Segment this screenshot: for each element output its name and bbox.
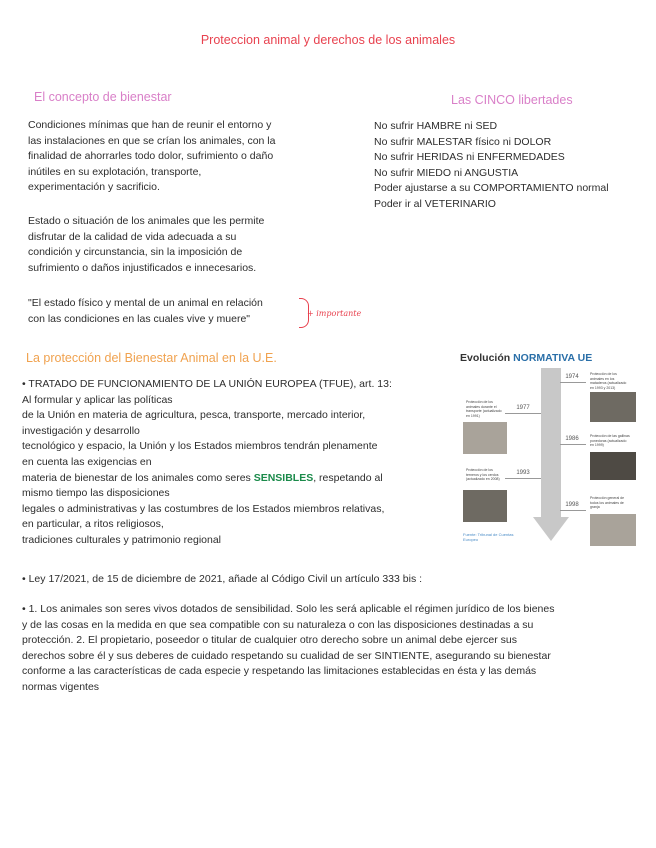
figure-caption: Protección de las gallinas ponedoras (actualizado en 1999) — [590, 434, 630, 447]
bienestar-paragraph-1 — [28, 118, 275, 196]
text-line: normas vigentes — [22, 680, 100, 693]
text-line: sufrimiento o daños injustificados e innecesarios. — [28, 261, 257, 274]
photo-slaughterhouse — [590, 392, 636, 422]
text-line: tradiciones culturales y patrimonio regional — [22, 533, 222, 546]
text-line: • TRATADO DE FUNCIONAMIENTO DE LA UNIÓN EUROPEA (TFUE), art. 13: — [22, 378, 392, 390]
text-line: tecnológico y espacio, la Unión y los Estados miembros tendrán plenamente — [22, 440, 378, 453]
text-line: Estado o situación de los animales que les permite — [28, 215, 265, 227]
figure-source: Fuente: Tribunal de Cuentas Europeo — [463, 532, 514, 542]
page-title: Proteccion animal y derechos de los animales — [200, 33, 456, 47]
photo-transport — [463, 422, 507, 454]
photo-farm-animals — [590, 514, 636, 546]
bienestar-quote — [28, 296, 263, 327]
list-item: Poder ajustarse a su COMPORTAMIENTO normal — [374, 182, 609, 194]
photo-hens — [590, 452, 636, 480]
bienestar-paragraph-2 — [28, 214, 264, 276]
text-line: conforme a las características de cada especie y respetando las limitaciones establecidas en ésta y las demás — [22, 665, 537, 678]
year-connector — [560, 444, 586, 445]
libertades-heading: Las CINCO libertades — [451, 93, 573, 107]
articulo-paragraph — [22, 602, 642, 696]
text-line: y de las cosas en la medida en que sea compatible con su naturaleza o con las disposiciones destinadas a su — [22, 618, 534, 631]
figure-title-a: Evolución — [460, 352, 514, 364]
text-line: protección. 2. El propietario, poseedor o titular de cualquier otro derecho sobre un animal debe ejercer sus — [22, 634, 517, 647]
year-label: 1977 — [516, 405, 530, 411]
list-item: No sufrir MIEDO ni ANGUSTIA — [374, 166, 519, 179]
text-line: derechos sobre él y sus deberes de cuidado respetando su cualidad de ser SINTIENTE, asegurando su bienestar — [22, 649, 551, 662]
text-line: investigación y desarrollo — [22, 424, 140, 437]
text-line: Al formular y aplicar las políticas — [22, 393, 173, 406]
year-connector — [505, 413, 541, 414]
libertades-list — [374, 119, 609, 212]
year-label: 1986 — [565, 436, 579, 442]
year-connector — [560, 382, 586, 383]
figure-caption: Protección general de todos los animales de granja — [590, 496, 625, 509]
list-item: No sufrir MALESTAR físico ni DOLOR — [374, 135, 552, 148]
text-line: mismo tiempo las disposiciones — [22, 487, 170, 500]
text-line: en cuenta las exigencias en — [22, 455, 152, 468]
figure-caption: Protección de los animales en los mataderos (actualizado en 1993 y 2013) — [590, 372, 627, 390]
text-line: • 1. Los animales son seres vivos dotados de sensibilidad. Solo les será aplicable el régimen jurídico de los bienes — [22, 603, 555, 615]
handwritten-note: + importante — [307, 309, 362, 318]
year-label: 1974 — [565, 374, 579, 380]
text-line: legales o administrativas y las costumbres de los Estados miembros relativas, — [22, 502, 385, 515]
ley-line: • Ley 17/2021, de 15 de diciembre de 2021, añade al Código Civil un artículo 333 bis : — [22, 573, 423, 585]
figure-title-b: NORMATIVA UE — [513, 352, 593, 364]
text-line: en particular, a ritos religiosos, — [22, 518, 164, 531]
photo-calves-pigs — [463, 490, 507, 522]
figure-caption: Protección de los terneros y los cerdos (actualizado en 2008) — [466, 468, 500, 481]
timeline-arrow-head — [533, 517, 569, 541]
figure-title — [460, 352, 640, 364]
text-line: de la Unión en materia de agricultura, pesca, transporte, mercado interior, — [22, 409, 366, 422]
sensibles-keyword: SENSIBLES — [253, 471, 314, 484]
text-line: las instalaciones en que se crían los animales, con la — [28, 134, 276, 147]
text-line: con las condiciones en las cuales vive y muere" — [28, 312, 251, 325]
tratado-paragraph — [22, 377, 452, 549]
bienestar-heading: El concepto de bienestar — [34, 90, 172, 104]
year-connector — [505, 478, 541, 479]
text-line — [22, 471, 452, 487]
list-item: No sufrir HERIDAS ni ENFERMEDADES — [374, 151, 565, 163]
text-fragment: , respetando al — [313, 471, 383, 484]
list-item: No sufrir HAMBRE ni SED — [374, 120, 498, 132]
text-line: condición y circunstancia, sin la imposición de — [28, 246, 243, 258]
timeline-arrow — [541, 368, 561, 518]
figure-caption: Protección de los animales durante el transporte (actualizado en 1991) — [466, 400, 502, 418]
text-line: experimentación y sacrificio. — [28, 181, 160, 193]
text-line: "El estado físico y mental de un animal en relación — [28, 297, 263, 309]
text-fragment: materia de bienestar de los animales como seres — [22, 471, 254, 484]
year-label: 1998 — [565, 502, 579, 508]
list-item: Poder ir al VETERINARIO — [374, 197, 496, 210]
year-label: 1993 — [516, 470, 530, 476]
year-connector — [560, 510, 586, 511]
text-line: Condiciones mínimas que han de reunir el entorno y — [28, 119, 272, 131]
text-line: finalidad de ahorrarles todo dolor, sufrimiento o daño — [28, 150, 274, 162]
proteccion-heading: La protección del Bienestar Animal en la U.E. — [26, 351, 277, 365]
text-line: inútiles en su explotación, transporte, — [28, 165, 202, 178]
text-line: disfrutar de la calidad de vida adecuada a su — [28, 230, 237, 243]
